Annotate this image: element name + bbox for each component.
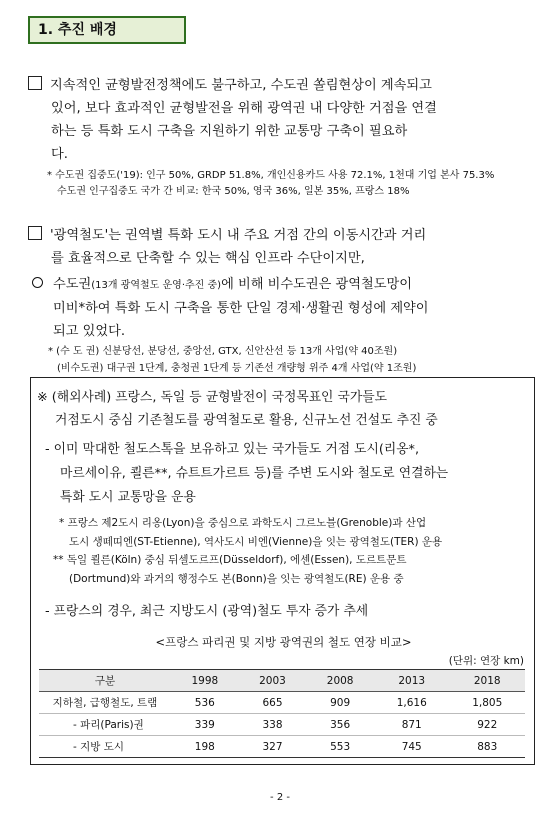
table-cell: 909 (306, 692, 374, 714)
table-cell: 338 (239, 714, 307, 736)
case-note-1-line-1: * 프랑스 제2도시 리옹(Lyon)을 중심으로 과학도시 그르노블(Grenoble)과 산업 (59, 517, 427, 529)
paragraph-3-line-2: 미비*하여 특화 도시 구축을 통한 단일 경제·생활권 형성에 제약이 (53, 301, 429, 316)
case-note-2-line-1: ** 독일 쾰른(Köln) 중심 뒤셀도르프(Düsseldorf), 에센(Essen), 도르트문트 (53, 554, 407, 566)
note-1-line-2: 수도권 인구집중도 국가 간 비교: 한국 50%, 영국 36%, 일본 35%, 프랑스 18% (57, 186, 410, 197)
table-cell: 553 (306, 736, 374, 758)
case-intro-line-2: 거점도시 중심 기존철도를 광역철도로 활용, 신규노선 건설도 추진 중 (55, 413, 438, 428)
paragraph-2-line-2: 를 효율적으로 단축할 수 있는 핵심 인프라 수단이지만, (51, 251, 365, 266)
note-2-line-1: * (수 도 권) 신분당선, 분당선, 중앙선, GTX, 신안산선 등 13개 사업(약 40조원) (48, 346, 398, 357)
case-detail-1 (45, 438, 448, 510)
section-title: 1. 추진 배경 (28, 16, 186, 44)
table-cell: 922 (449, 714, 525, 736)
checkbox-bullet-icon (28, 76, 42, 90)
paragraph-1-line-1: 지속적인 균형발전정책에도 불구하고, 수도권 쏠림현상이 계속되고 (28, 74, 437, 97)
paragraph-3-line-3: 되고 있었다. (53, 324, 126, 339)
case-note-1 (59, 514, 442, 551)
circle-bullet-icon (32, 277, 43, 288)
case-note-2-line-2: (Dortmund)와 과거의 행정수도 본(Bonn)을 잇는 광역철도(RE) 운용 중 (69, 572, 404, 585)
note-2-line-2: (비수도권) 대구권 1단계, 충청권 1단계 등 기존선 개량형 위주 4개 사업(약 1조원) (57, 363, 417, 374)
table-cell: - 파리(Paris)권 (39, 714, 171, 736)
table-cell: 356 (306, 714, 374, 736)
case-detail-1-line-1: - 이미 막대한 철도스톡을 보유하고 있는 국가들도 거점 도시(리옹*, (45, 442, 420, 457)
note-2 (48, 343, 416, 377)
table-header-cell: 2008 (306, 670, 374, 692)
case-detail-2: - 프랑스의 경우, 최근 지방도시 (광역)철도 투자 증가 추세 (45, 604, 369, 619)
table-cell: 883 (449, 736, 525, 758)
table-header-cell: 2018 (449, 670, 525, 692)
case-detail-1-line-2: 마르세이유, 쾰른**, 슈트트가르트 등)를 주변 도시와 철도로 연결하는 (60, 466, 449, 481)
table-header-row (39, 670, 525, 692)
table-cell: 1,805 (449, 692, 525, 714)
note-1-line-1: * 수도권 집중도('19): 인구 50%, GRDP 51.8%, 개인신용카드 사용 72.1%, 1천대 기업 본사 75.3% (47, 170, 495, 181)
paragraph-1-line-3: 하는 등 특화 도시 구축을 지원하기 위한 교통망 구축이 필요하 (51, 124, 408, 139)
table-cell: 198 (171, 736, 239, 758)
case-intro-line-1: ※ (해외사례) 프랑스, 독일 등 균형발전이 국정목표인 국가들도 (37, 390, 387, 405)
table-header-cell: 2003 (239, 670, 307, 692)
table-cell: - 지방 도시 (39, 736, 171, 758)
table-cell: 745 (374, 736, 450, 758)
paragraph-1-line-4: 다. (51, 147, 68, 162)
table-title: <프랑스 파리권 및 지방 광역권의 철도 연장 비교> (155, 635, 412, 649)
overseas-case-box (30, 377, 535, 765)
case-note-2 (53, 551, 407, 588)
case-intro (37, 386, 438, 432)
table-cell: 536 (171, 692, 239, 714)
table-cell: 339 (171, 714, 239, 736)
case-detail-1-line-3: 특화 도시 교통망을 운용 (60, 490, 196, 505)
paragraph-2 (28, 224, 426, 270)
table-row (39, 714, 525, 736)
page-number: - 2 - (270, 792, 290, 803)
table-header-cell: 1998 (171, 670, 239, 692)
case-note-1-line-2: 도시 생떼띠엔(ST-Etienne), 역사도시 비엔(Vienne)을 잇는 광역철도(TER) 운용 (69, 535, 443, 548)
table-cell: 지하철, 급행철도, 트램 (39, 692, 171, 714)
table-header-cell: 2013 (374, 670, 450, 692)
paragraph-3-line-1: 수도권(13개 광역철도 운영·추진 중)에 비해 비수도권은 광역철도망이 (32, 273, 429, 297)
checkbox-bullet-icon (28, 226, 42, 240)
table-row (39, 692, 525, 714)
paragraph-3 (32, 273, 429, 343)
table-cell: 1,616 (374, 692, 450, 714)
table-cell: 871 (374, 714, 450, 736)
rail-length-table (39, 669, 525, 758)
table-unit: (단위: 연장 km) (448, 655, 524, 667)
note-1 (47, 168, 494, 200)
paragraph-2-line-1: '광역철도'는 권역별 특화 도시 내 주요 거점 간의 이동시간과 거리 (28, 224, 426, 247)
table-cell: 327 (239, 736, 307, 758)
table-header-cell: 구분 (39, 670, 171, 692)
paragraph-1 (28, 74, 437, 166)
table-row (39, 736, 525, 758)
paragraph-1-line-2: 있어, 보다 효과적인 균형발전을 위해 광역권 내 다양한 거점을 연결 (51, 101, 437, 116)
table-cell: 665 (239, 692, 307, 714)
